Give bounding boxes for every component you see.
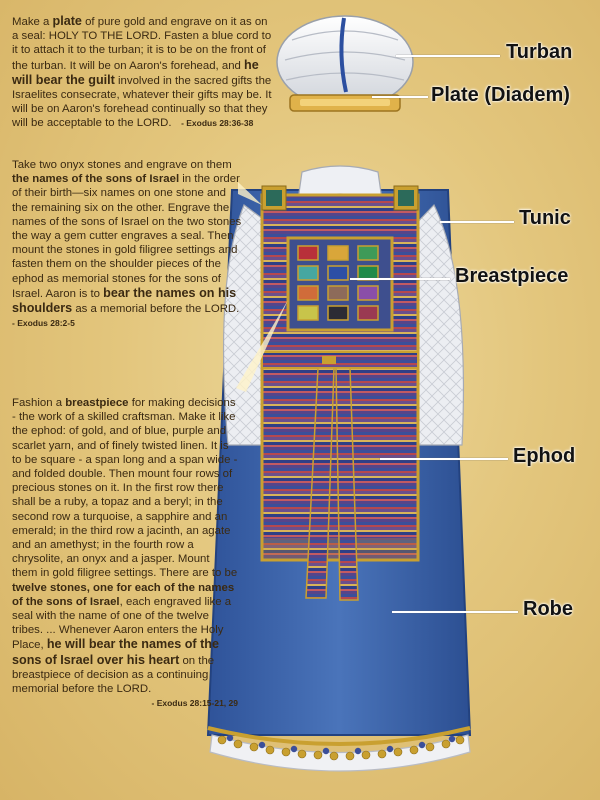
- ephod-label: Ephod: [513, 445, 576, 467]
- tunic-leader-line: [440, 221, 514, 223]
- stones-text-2: in the order of their birth—six names on one stone and the remaining six on the other. Engrave the names of the sons of Israel on the two stones the way a gem cutter engraves a seal. Then mount the stones in gold filigree settings and fasten them on the shoulder pieces of the ephod as memorial stones for the sons of Israel. Aaron is to: [12, 173, 242, 300]
- breastpiece-highlight-2: twelve stones, one for each of the names of the sons of Israel: [12, 581, 235, 608]
- breastpiece-leader-line: [350, 278, 450, 280]
- stones-passage: [12, 158, 242, 330]
- plate-reference: - Exodus 28:36-38: [181, 118, 254, 129]
- turban-leader-line: [396, 55, 500, 57]
- breastpiece-label: Breastpiece: [455, 265, 569, 287]
- plate-passage: [12, 14, 274, 131]
- breastpiece-text-2: for making decisions - the work of a skilled craftsman. Make it like the ephod: of gold, and of blue, purple and scarlet yarn, and of finely twisted linen. It is to be square - a span long and a span wide - and folded double. Then mount four rows of precious stones on it. In the first row there shall be a ruby, a topaz and a beryl; in the second row a turquoise, a sapphire and an emerald; in the third row a jacinth, an agate and an amethyst; in the fourth row a chrysolite, an onyx and a jasper. Mount them in gold filigree settings. There are to be: [12, 397, 238, 580]
- plate-text-3: involved in the sacred gifts the Israelites consecrate, whatever their gifts may be. It will be on Aaron's forehead continually so that they will be acceptable to the LORD.: [12, 74, 272, 130]
- stones-text-3: as a memorial before the LORD.: [72, 303, 240, 316]
- breastpiece-illustration: [288, 238, 392, 330]
- stones-highlight-1: the names of the sons of Israel: [12, 173, 180, 186]
- ephod-leader-line: [380, 458, 508, 460]
- breastpiece-text-1: Fashion a: [12, 397, 66, 409]
- breastpiece-reference: - Exodus 28:15-21, 29: [151, 698, 238, 709]
- breastpiece-highlight-3: he will bear the names of the sons of Israel over his heart: [12, 637, 219, 667]
- stones-text-1: Take two onyx stones and engrave on them: [12, 159, 232, 171]
- plate-text-2: of pure gold and engrave on it as on a seal: HOLY TO THE LORD. Fasten a blue cord to it to attach it to the turban; it is to be on the front of the turban. It will be on Aaron's forehead, and: [12, 16, 272, 72]
- robe-leader-line: [392, 611, 518, 613]
- tunic-label: Tunic: [519, 207, 571, 229]
- breastpiece-text-3: , each engraved like a seal with the name of one of the twelve tribes. ... Whenever Aaron enters the Holy Place,: [12, 595, 232, 652]
- stones-highlight-2: bear the names on his shoulders: [12, 285, 237, 316]
- plate-leader-line: [372, 96, 428, 98]
- plate-label: Plate (Diadem): [431, 84, 570, 106]
- plate-highlight-1: plate: [52, 14, 82, 28]
- breastpiece-passage: [12, 396, 238, 710]
- plate-text-1: Make a: [12, 16, 53, 28]
- stones-reference: - Exodus 28:2-5: [12, 318, 75, 329]
- breastpiece-text-4: on the breastpiece of decision as a continuing memorial before the LORD.: [12, 654, 215, 696]
- breastpiece-highlight-1: breastpiece: [65, 397, 129, 409]
- robe-label: Robe: [523, 598, 573, 620]
- turban-label: Turban: [506, 41, 573, 63]
- plate-highlight-2: he will bear the guilt: [12, 57, 259, 87]
